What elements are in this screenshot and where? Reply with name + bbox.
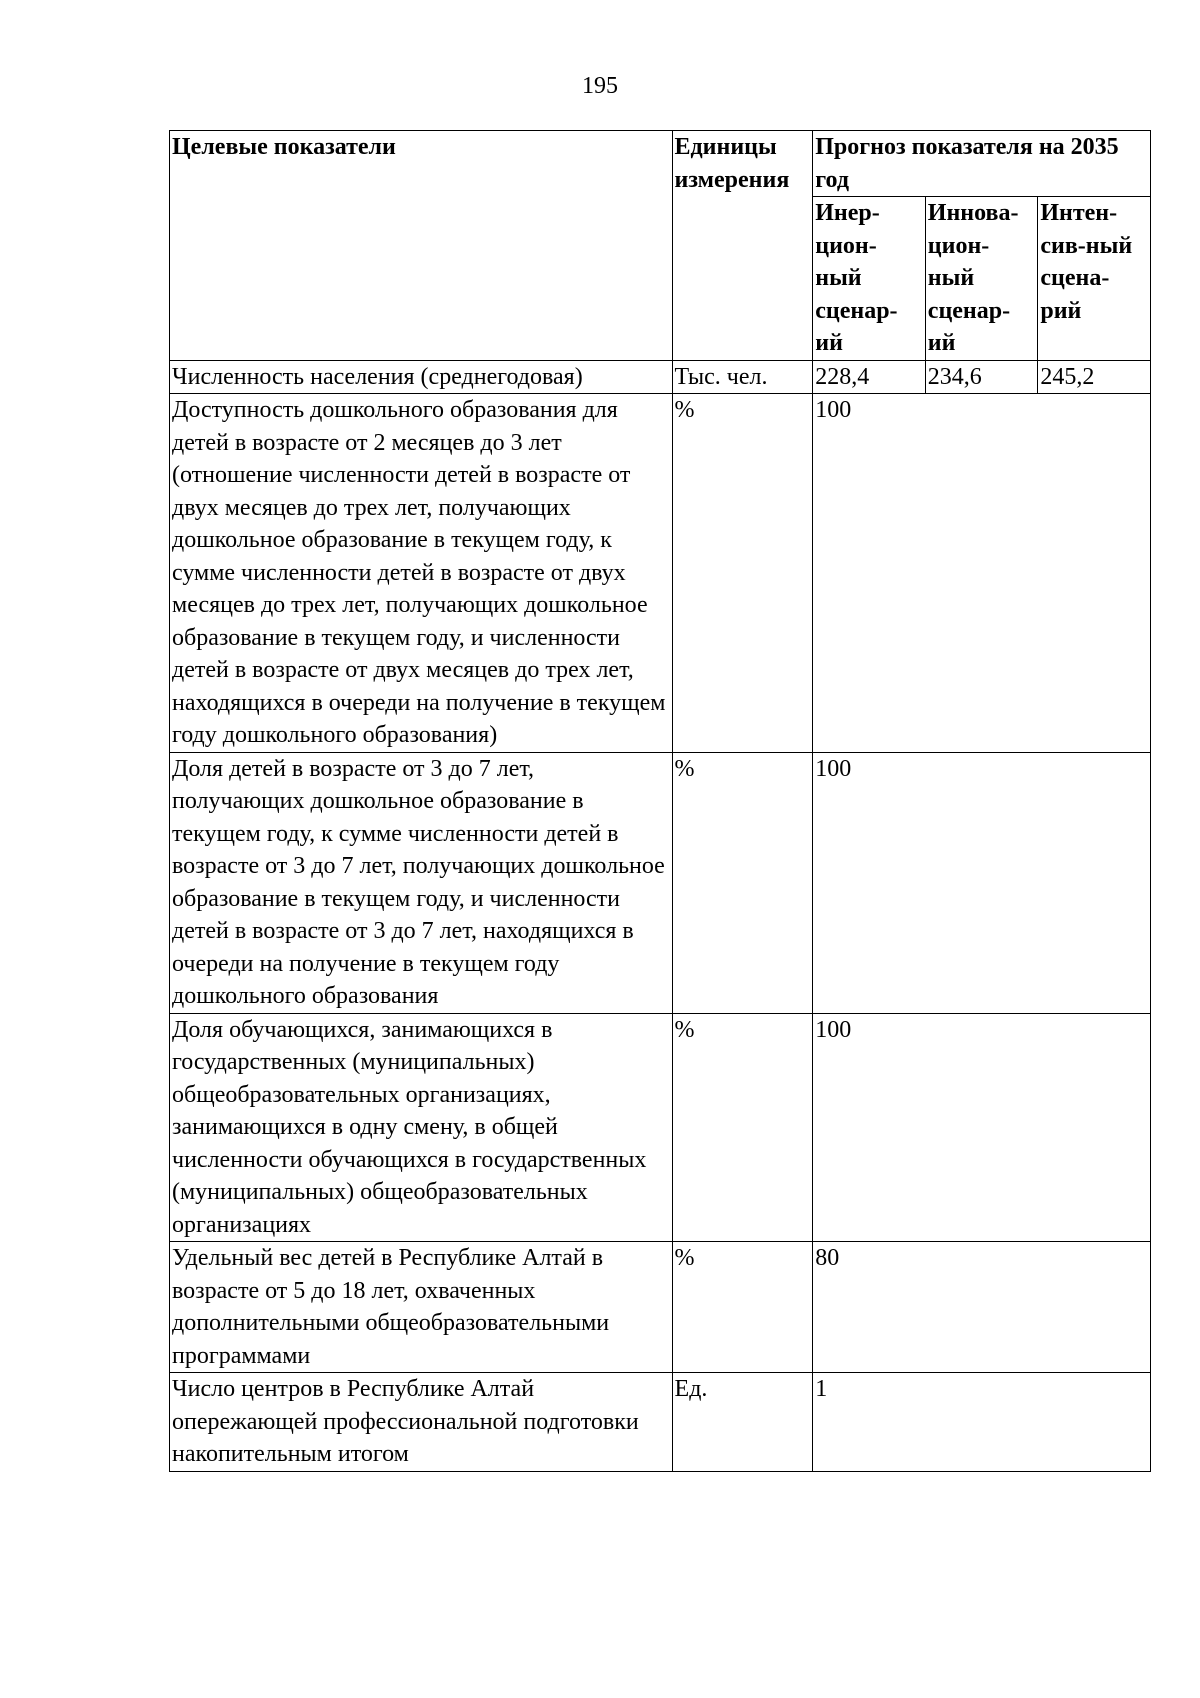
unit-cell: Ед. <box>672 1373 813 1472</box>
page-number: 195 <box>582 73 618 99</box>
header-scenario-inertial: Инер-цион-ный сценар-ий <box>813 197 926 361</box>
value-cell-innovative: 234,6 <box>925 360 1038 394</box>
indicator-cell: Число центров в Республике Алтай опережающей профессиональной подготовки накопительным итогом <box>170 1373 673 1472</box>
table-row <box>170 1373 1151 1472</box>
value-cell: 80 <box>813 1242 1151 1373</box>
unit-cell: Тыс. чел. <box>672 360 813 394</box>
value-cell-inertial: 228,4 <box>813 360 926 394</box>
indicator-cell: Численность населения (среднегодовая) <box>170 360 673 394</box>
value-cell: 100 <box>813 394 1151 753</box>
table-row <box>170 1013 1151 1242</box>
header-indicator: Целевые показатели <box>170 131 673 361</box>
value-cell: 100 <box>813 752 1151 1013</box>
header-scenario-intensive: Интен-сив-ный сцена-рий <box>1038 197 1151 361</box>
table-row <box>170 752 1151 1013</box>
unit-cell: % <box>672 1242 813 1373</box>
unit-cell: % <box>672 394 813 753</box>
header-unit: Единицы измерения <box>672 131 813 361</box>
value-cell: 1 <box>813 1373 1151 1472</box>
unit-cell: % <box>672 1013 813 1242</box>
value-cell-intensive: 245,2 <box>1038 360 1151 394</box>
table-header-row <box>170 131 1151 197</box>
value-cell: 100 <box>813 1013 1151 1242</box>
indicator-cell: Удельный вес детей в Республике Алтай в возрасте от 5 до 18 лет, охваченных дополнительными общеобразовательными программами <box>170 1242 673 1373</box>
indicator-cell: Доля обучающихся, занимающихся в государственных (муниципальных) общеобразовательных организациях, занимающихся в одну смену, в общей численности обучающихся в государственных (муниципальных) общеобразовательных организациях <box>170 1013 673 1242</box>
indicator-cell: Доля детей в возрасте от 3 до 7 лет, получающих дошкольное образование в текущем году, к сумме численности детей в возрасте от 3 до 7 лет, получающих дошкольное образование в текущем году, и численности детей в возрасте от 3 до 7 лет, находящихся в очереди на получение в текущем году дошкольного образования <box>170 752 673 1013</box>
header-forecast: Прогноз показателя на 2035 год <box>813 131 1151 197</box>
indicator-cell: Доступность дошкольного образования для детей в возрасте от 2 месяцев до 3 лет (отношение численности детей в возрасте от двух месяцев до трех лет, получающих дошкольное образование в текущем году, к сумме численности детей в возрасте от двух месяцев до трех лет, получающих дошкольное образование в текущем году, и численности детей в возрасте от двух месяцев до трех лет, находящихся в очереди на получение в текущем году дошкольного образования) <box>170 394 673 753</box>
unit-cell: % <box>672 752 813 1013</box>
table-row <box>170 360 1151 394</box>
table-row <box>170 394 1151 753</box>
table-row <box>170 1242 1151 1373</box>
header-scenario-innovative: Иннова-цион-ный сценар-ий <box>925 197 1038 361</box>
indicators-table <box>169 130 1151 1472</box>
